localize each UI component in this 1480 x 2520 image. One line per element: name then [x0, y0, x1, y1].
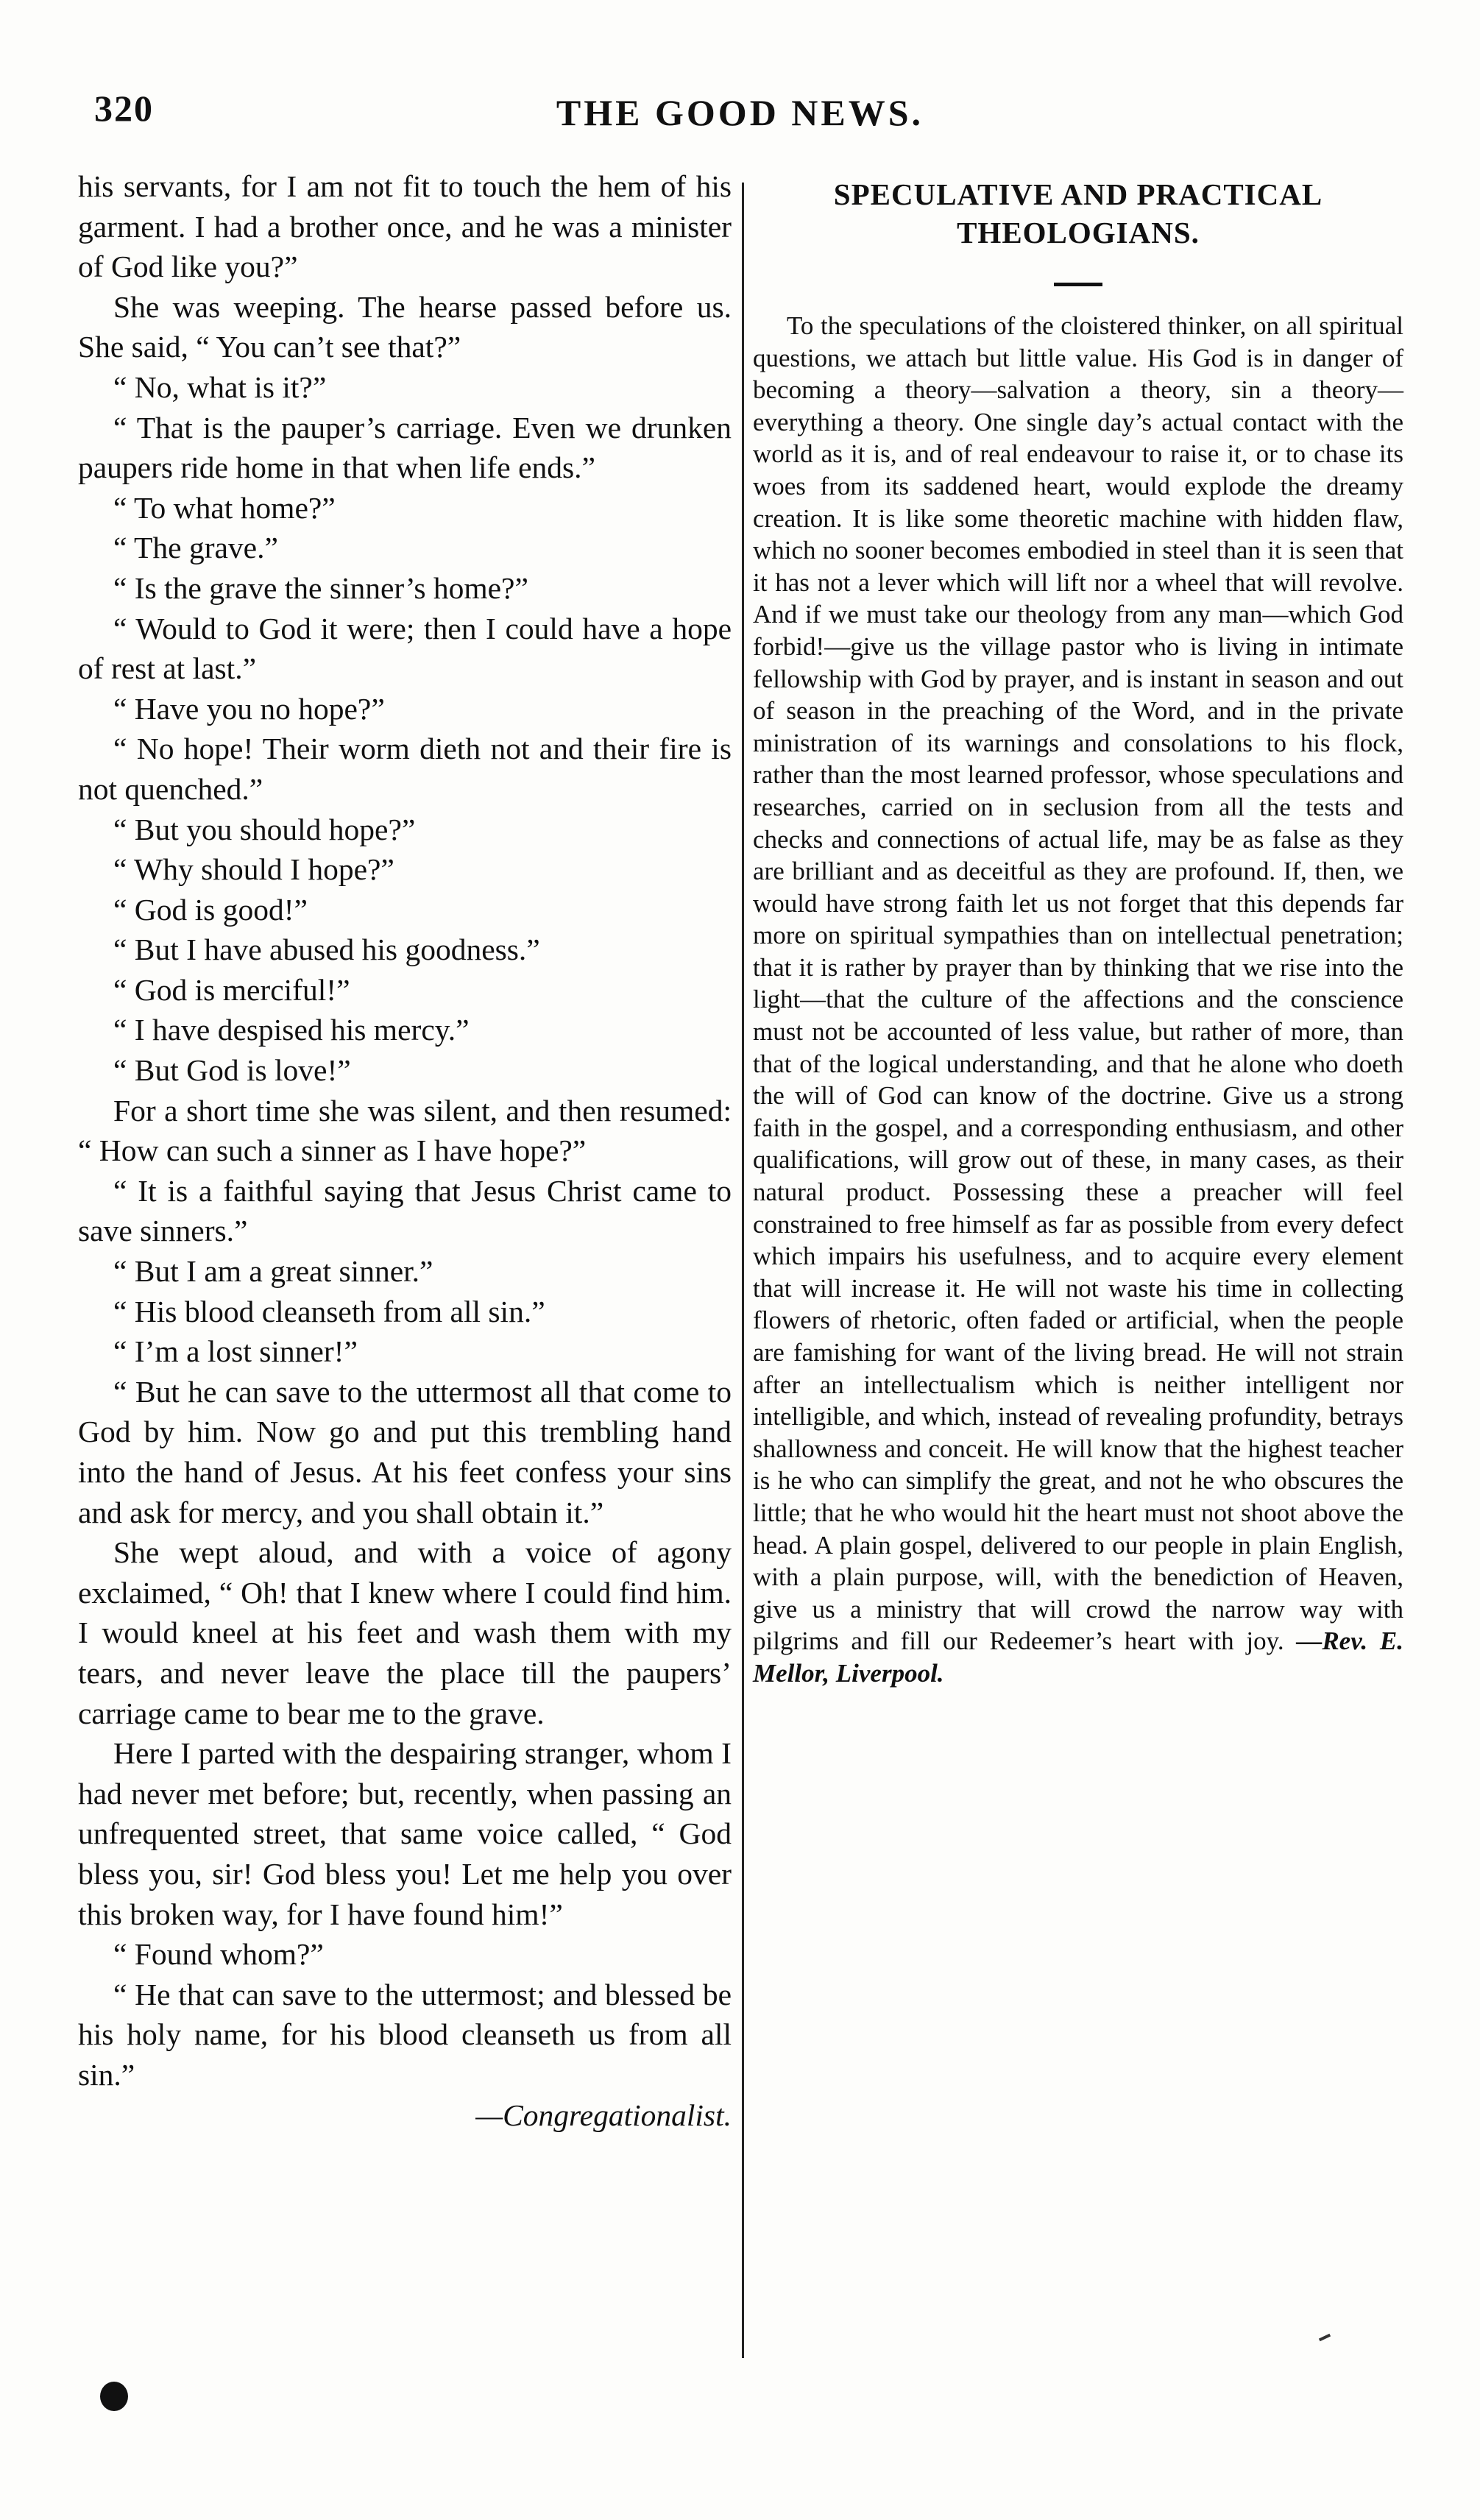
ink-blot: [100, 2382, 128, 2411]
paragraph: “ It is a faithful saying that Jesus Christ came to save sinners.”: [78, 1173, 732, 1248]
paragraph: “ His blood cleanseth from all sin.”: [113, 1294, 545, 1328]
running-title: THE GOOD NEWS.: [556, 92, 924, 133]
paragraph: “ Would to God it were; then I could have a hope of rest at last.”: [78, 611, 732, 686]
source-credit: [78, 2095, 732, 2136]
source-credit-text: —Congregationalist.: [475, 2098, 732, 2132]
paragraph: “ No hope! Their worm dieth not and their fire is not quenched.”: [78, 732, 732, 806]
paragraph: She was weeping. The hearse passed before us. She said, “ You can’t see that?”: [78, 289, 732, 364]
right-column: [753, 175, 1403, 1690]
article-body: [753, 310, 1403, 1690]
paragraph: “ To what home?”: [113, 490, 336, 525]
article-body-text: To the speculations of the cloistered thinker, on all spiritual questions, we attach but little value. His God is in danger of becoming a theory—salvation a theory, sin a theory—everything a theory. One single day’s actual contact with the world as it is, and of real endeavour to raise it, or to chase its woes from its saddened heart, would explode the dreamy creation. It is like some theoretic machine with hidden flaw, which no sooner becomes embodied in steel than it is seen that it has not a lever which will lift nor a wheel that will revolve. And if we must take our theology from any man—which God forbid!—give us the village pastor who is living in intimate fellowship with God by prayer, and is instant in season and out of season in the preaching of the Word, and in the private ministration of its warnings and consolations to his flock, rather than the most learned professor, whose speculations and researches, carried on in seclusion from all the tests and checks and connections of actual life, may be as false as they are brilliant and as deceitful as they are profound. If, then, we would have strong faith let us not forget that this depends far more on spiritual sympathies than on intellectual penetration; that it is rather by prayer than by thinking that we rise into the light—that the culture of the affections and the conscience must not be accounted of less value, but rather of more, than that of the logical understanding, and that he alone who doeth the will of God can know of the doctrine. Give us a strong faith in the gospel, and a corresponding enthusiasm, and other qualifications, will grow out of these, in many cases, as their natural product. Possessing these a preacher will feel constrained to free himself as far as possible from every defect which impairs his usefulness, and to acquire every element that will increase it. He will not waste his time in collecting flowers of rhetoric, often faded or artificial, when the people are famishing for want of the living bread. He will not strain after an intellectualism which is neither intelligent nor intelligible, and which, instead of revealing profundity, betrays shallowness and conceit. He will know that the highest teacher is he who can simplify the great, and not he who obscures the little; that he who would hit the heart must not shoot above the head. A plain gospel, delivered to our people in plain English, with a plain purpose, will, with the benediction of Heaven, give us a ministry that will crowd the narrow way with pilgrims and fill our Redeemer’s heart with joy.: [753, 311, 1403, 1656]
paragraph: “ Have you no hope?”: [113, 691, 385, 726]
paragraph: For a short time she was silent, and then resumed: “ How can such a sinner as I have hope?”: [78, 1093, 732, 1168]
ink-mark: [1319, 2334, 1331, 2341]
paragraph: Here I parted with the despairing stranger, whom I had never met before; but, recently, when passing an unfrequented street, that same voice called, “ God bless you, sir! God bless you! Let me help you over this broken way, for I have found him!”: [78, 1736, 732, 1931]
attribution: —Rev. E. Mellor, Liverpool.: [753, 1627, 1403, 1688]
title-rule: [1054, 283, 1102, 286]
paragraph: “ I have despised his mercy.”: [113, 1013, 470, 1047]
paragraph: “ Found whom?”: [113, 1937, 324, 1972]
paragraph: “ The grave.”: [113, 531, 278, 565]
paragraph: “ God is good!”: [113, 892, 308, 927]
paragraph: “ He that can save to the uttermost; and blessed be his holy name, for his blood cleanseth us from all sin.”: [78, 1977, 732, 2092]
paragraph: “ Is the grave the sinner’s home?”: [113, 570, 528, 605]
article-title: SPECULATIVE AND PRACTICAL THEOLOGIANS.: [833, 177, 1323, 249]
paragraph: “ But God is love!”: [113, 1053, 351, 1088]
column-divider: [742, 183, 744, 2358]
paragraph: “ I’m a lost sinner!”: [113, 1334, 358, 1369]
paragraph: “ That is the pauper’s carriage. Even we drunken paupers ride home in that when life ends.”: [78, 410, 732, 485]
paragraph: his servants, for I am not fit to touch the hem of his garment. I had a brother once, and he was a minister of God like you?”: [78, 169, 732, 284]
paragraph: “ But I have abused his goodness.”: [113, 932, 540, 967]
paragraph: “ But he can save to the uttermost all that come to God by him. Now go and put this trembling hand into the hand of Jesus. At his feet confess your sins and ask for mercy, and you shall obtain it.”: [78, 1374, 732, 1529]
page-number: 320: [94, 88, 154, 129]
paragraph: “ But I am a great sinner.”: [113, 1254, 433, 1289]
paragraph: “ Why should I hope?”: [113, 852, 394, 887]
paragraph: “ God is merciful!”: [113, 972, 350, 1007]
paragraph: “ No, what is it?”: [113, 369, 327, 404]
paragraph: “ But you should hope?”: [113, 812, 416, 846]
paragraph: She wept aloud, and with a voice of agony exclaimed, “ Oh! that I knew where I could find him. I would kneel at his feet and wash them with my tears, and never leave the place till the paupers’ carriage came to bear me to the grave.: [78, 1535, 732, 1730]
left-column: [78, 166, 732, 2135]
